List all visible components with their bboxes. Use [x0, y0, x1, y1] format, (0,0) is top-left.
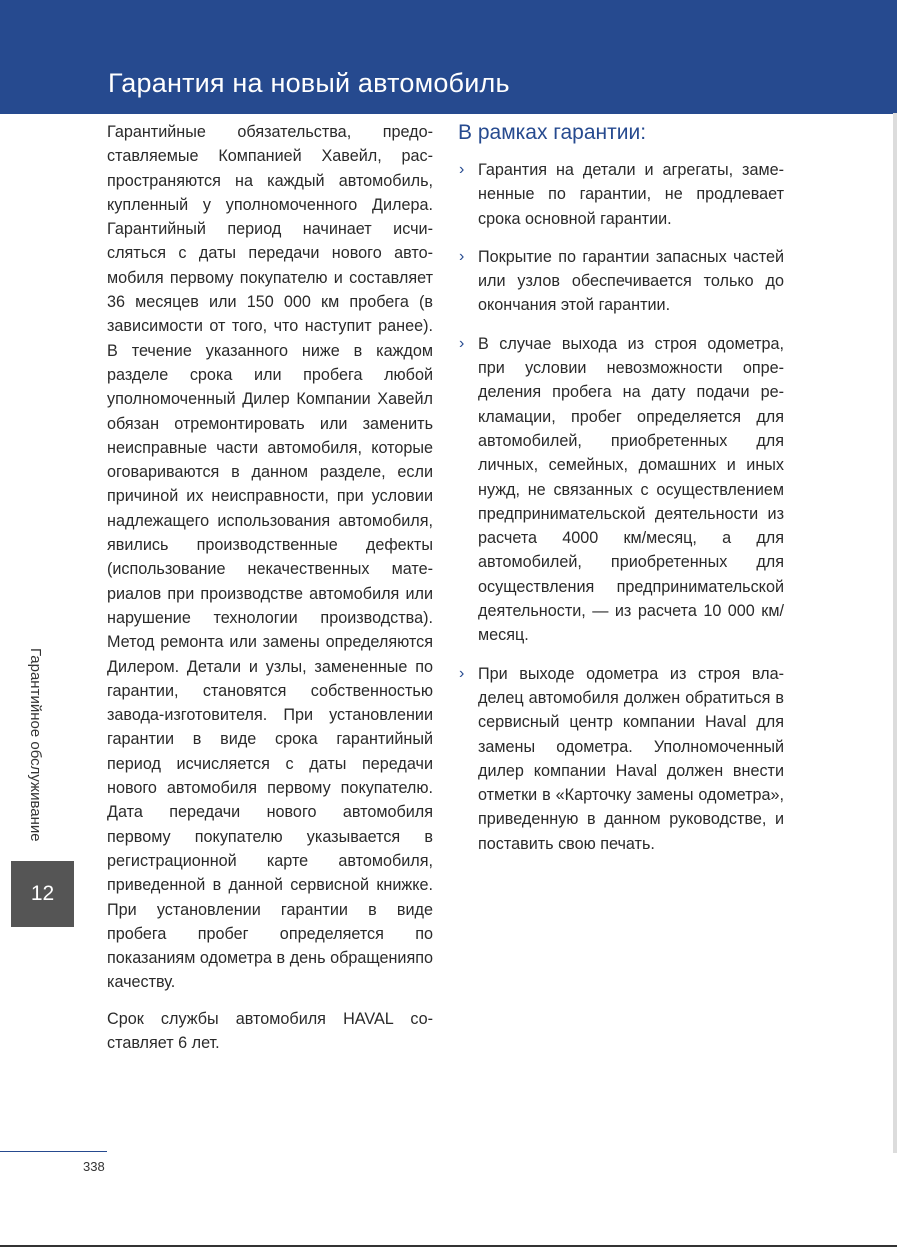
page-number: 338 [83, 1159, 105, 1174]
page-edge-strip [893, 113, 897, 1153]
section-heading: В рамках гарантии: [458, 121, 647, 144]
page-header [0, 0, 897, 113]
chapter-side-label: Гарантийное обслуживание [27, 648, 44, 842]
bullet-item [458, 332, 784, 648]
chevron-right-icon: › [459, 334, 465, 352]
bullet-item [458, 662, 784, 856]
bullet-text: Покрытие по гарантии запасных частей или узлов обеспечивается только до окончания этой гарантии. [478, 247, 784, 315]
bullet-text: В случае выхода из строя одометра, при условии невозможности определения пробега на дату подачи рекламации, пробег определяется для автомобилей, приобретенных для личных, семейных, домашних и иных нужд, не связанных с осуществлением предпринимательской деятельности из расчета 4000 км/месяц, а для автомобилей, приобретенных для осуществления предпринимательской деятельности, — из расчета 10 000 км/месяц. [478, 334, 784, 645]
left-column [107, 120, 433, 1055]
page-title: Гарантия на новый автомобиль [108, 68, 510, 98]
bullet-text: При выходе одометра из строя владелец автомобиля должен обратиться в сервисный центр компании Haval для замены одометра. Уполномоченный дилер компании Haval должен внести отметки в «Карточку замены одометра», приведенную в данном руководстве, и поставить свою печать. [478, 664, 784, 853]
chapter-number-badge: 12 [11, 861, 74, 927]
chevron-right-icon: › [459, 247, 465, 265]
right-column [458, 118, 784, 870]
chevron-right-icon: › [459, 161, 465, 178]
warranty-bullet-list [458, 158, 784, 856]
header-divider [0, 113, 897, 114]
footer-divider [0, 1151, 107, 1152]
chevron-right-icon: › [459, 664, 465, 682]
warranty-intro-paragraph: Гарантийные обязательства, предоставляемые Компанией Хавейл, распространяются на каждый автомобиль, купленный у уполномоченного Дилера. Гарантийный период начинает исчисляться с даты передачи нового автомобиля первому покупателю и составляет 36 месяцев или 150 000 км пробега (в зависимости от того, что наступит ранее). В течение указанного ниже в каждом разделе срока или пробега любой уполномоченный Дилер Компании Хавейл обязан отремонтировать или заменить неисправные части автомобиля, которые оговариваются в данном разделе, если причиной их неисправности, при условии надлежащего использования автомобиля, явились производственные дефекты (использование некачественных материалов при производстве автомобиля или нарушение технологии производства). Метод ремонта или замены определяются Дилером. Детали и узлы, замененные по гарантии, становятся собственностью завода-изготовителя. При установлении гарантии в виде срока гарантийный период исчисляется с даты передачи нового автомобиля первому покупателю. Дата передачи нового автомобиля первому покупателю указывается в регистрационной карте автомобиля, приведенной в данной сервисной книжке. При установлении гарантии в виде пробега пробег определяется по показаниям одометра в день обращенияпо качеству. [107, 123, 433, 992]
bullet-item [458, 158, 784, 231]
bottom-border [0, 1245, 897, 1247]
bullet-text: Гарантия на детали и агрегаты, замененные по гарантии, не продлевает срока основной гарантии. [478, 161, 784, 228]
service-life-paragraph: Срок службы автомобиля HAVAL составляет 6 лет. [107, 1009, 433, 1052]
bullet-item [458, 245, 784, 318]
